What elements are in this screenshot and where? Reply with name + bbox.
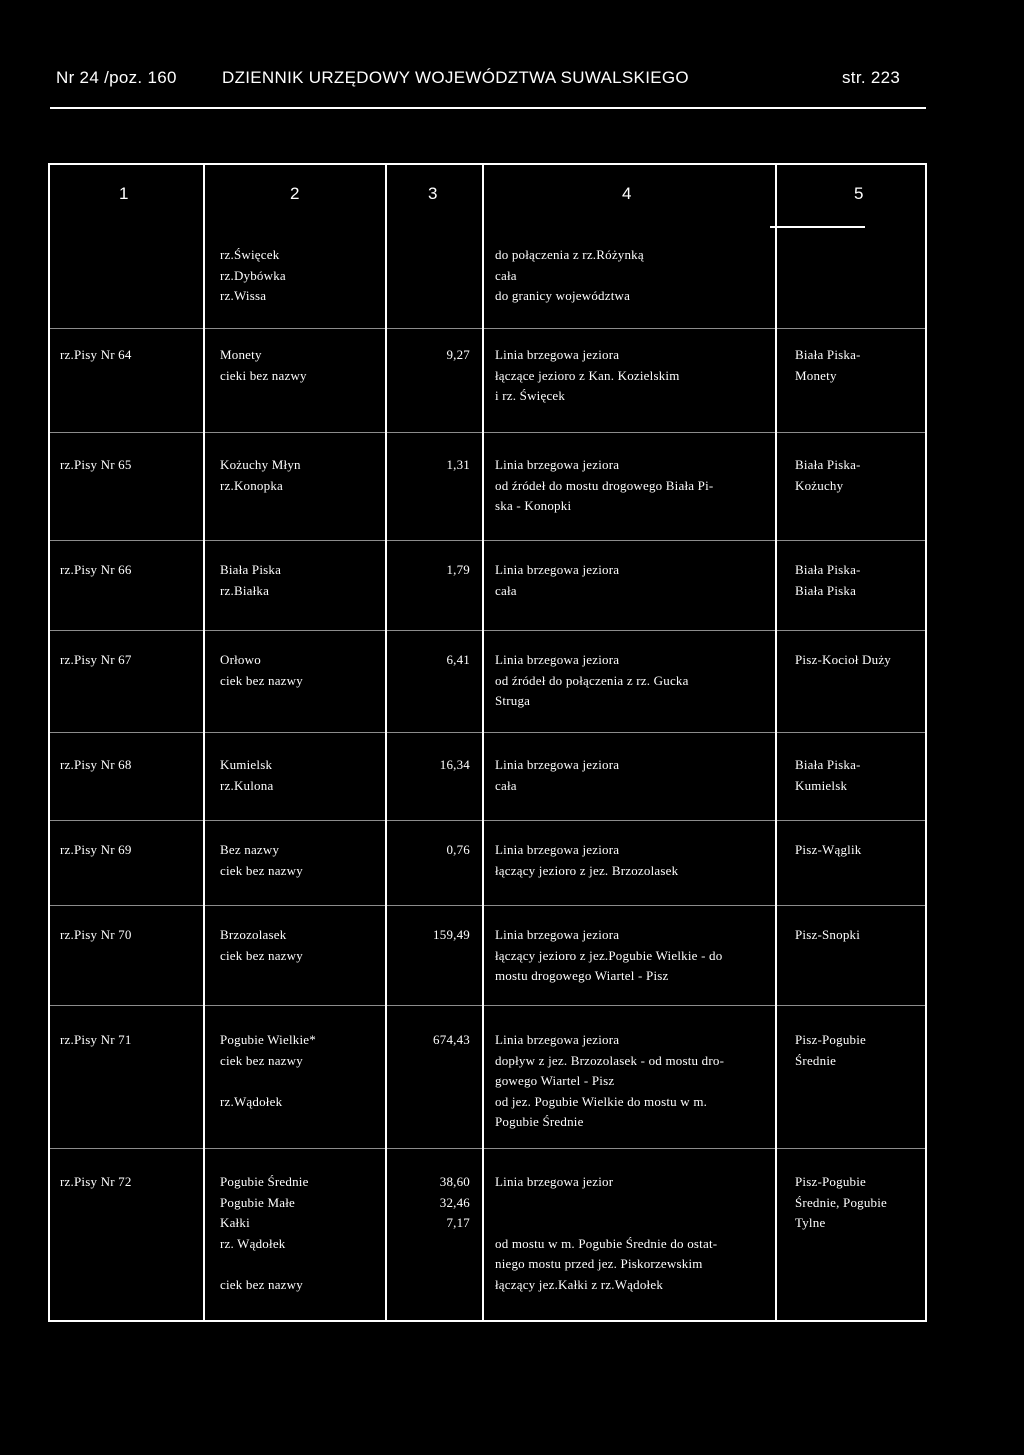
cell-col4-line: cała bbox=[495, 267, 517, 283]
cell-col2-line: Monety bbox=[220, 347, 262, 362]
cell-col3-value: 16,34 bbox=[439, 757, 470, 772]
table-bottom-border bbox=[48, 1320, 927, 1322]
cell-col2-line: Bez nazwy bbox=[220, 842, 280, 857]
column-header-4: 4 bbox=[622, 184, 632, 203]
cell-col4-line: Linia brzegowa jeziora bbox=[495, 347, 620, 362]
cell-col4-line: Struga bbox=[495, 693, 531, 708]
cell-col5-line: Biała Piska- bbox=[795, 457, 861, 472]
row-separator bbox=[48, 328, 925, 329]
cell-col3-value: 0,76 bbox=[446, 842, 470, 857]
cell-col5-line: Średnie, Pogubie bbox=[795, 1194, 888, 1210]
cell-col1-line: rz.Pisy Nr 72 bbox=[60, 1174, 132, 1189]
row-separator bbox=[48, 540, 925, 541]
row-separator bbox=[48, 1148, 925, 1149]
cell-col2-line: Kożuchy Młyn bbox=[220, 457, 301, 472]
cell-col5-line: Pisz-Wąglik bbox=[795, 842, 862, 857]
cell-col2-line: Pogubie Średnie bbox=[220, 1174, 309, 1189]
cell-col4-line: Linia brzegowa jeziora bbox=[495, 457, 620, 472]
cell-col5-line: Kumielsk bbox=[795, 777, 848, 793]
cell-col1-line: rz.Pisy Nr 70 bbox=[60, 927, 132, 942]
cell-col5-line: Biała Piska- bbox=[795, 757, 861, 772]
cell-col2-line: rz.Wissa bbox=[220, 288, 267, 303]
column-line-2 bbox=[385, 163, 387, 1320]
cell-col2-line: ciek bez nazwy bbox=[220, 862, 303, 878]
cell-col4-line: łączące jezioro z Kan. Kozielskim bbox=[495, 367, 680, 383]
page-number: str. 223 bbox=[842, 68, 901, 87]
cell-col2-line: Brzozolasek bbox=[220, 927, 287, 942]
cell-col4-line: od jez. Pogubie Wielkie do mostu w m. bbox=[495, 1093, 708, 1109]
cell-col5-line: Biała Piska bbox=[795, 582, 857, 598]
cell-col2-line: Orłowo bbox=[220, 652, 261, 667]
cell-col5-line: Tylne bbox=[795, 1215, 826, 1230]
column-header-3: 3 bbox=[428, 184, 438, 203]
cell-col1-line: rz.Pisy Nr 64 bbox=[60, 347, 132, 362]
cell-col1-line: rz.Pisy Nr 66 bbox=[60, 562, 132, 577]
cell-col2-line: rz. Wądołek bbox=[220, 1235, 286, 1251]
cell-col4-line: cała bbox=[495, 777, 517, 793]
cell-col5-line: Biała Piska- bbox=[795, 347, 861, 362]
cell-col3-value: 1,79 bbox=[446, 562, 470, 577]
cell-col5-line: Średnie bbox=[795, 1052, 837, 1068]
cell-col4-line: niego mostu przed jez. Piskorzewskim bbox=[495, 1256, 703, 1271]
column-line-4 bbox=[775, 163, 777, 1320]
page-header bbox=[0, 60, 1024, 100]
cell-col4-line: łączący jez.Kałki z rz.Wądołek bbox=[495, 1276, 664, 1292]
cell-col4-line: Linia brzegowa jeziora bbox=[495, 757, 620, 772]
cell-col3-value: 32,46 bbox=[439, 1194, 470, 1210]
column-header-5: 5 bbox=[854, 184, 864, 203]
cell-col2-line: cieki bez nazwy bbox=[220, 367, 307, 383]
header-underline bbox=[770, 226, 865, 228]
column-header-2: 2 bbox=[290, 184, 300, 203]
column-line-5 bbox=[925, 163, 927, 1320]
cell-col4-line: od źródeł do mostu drogowego Biała Pi- bbox=[495, 477, 714, 493]
cell-col3-value: 6,41 bbox=[446, 652, 470, 667]
cell-col3-value: 674,43 bbox=[433, 1032, 470, 1047]
cell-col2-line: ciek bez nazwy bbox=[220, 1276, 303, 1292]
cell-col2-line: rz.Kulona bbox=[220, 777, 274, 793]
cell-col3-value: 38,60 bbox=[439, 1174, 470, 1189]
header-rule bbox=[50, 107, 926, 109]
cell-col1-line: rz.Pisy Nr 67 bbox=[60, 652, 132, 667]
cell-col5-line: Pisz-Snopki bbox=[795, 927, 861, 942]
cell-col4-line: Linia brzegowa jeziora bbox=[495, 842, 620, 857]
cell-col5-line: Kożuchy bbox=[795, 477, 844, 493]
cell-col4-line: Linia brzegowa jeziora bbox=[495, 927, 620, 942]
cell-col4-line: dopływ z jez. Brzozolasek - od mostu dro- bbox=[495, 1052, 725, 1068]
cell-col3-value: 9,27 bbox=[446, 347, 470, 362]
cell-col4-line: gowego Wiartel - Pisz bbox=[495, 1073, 615, 1088]
cell-col2-line: Pogubie Wielkie* bbox=[220, 1032, 316, 1047]
cell-col2-line: Kałki bbox=[220, 1215, 250, 1230]
cell-col4-line: łączący jezioro z jez. Brzozolasek bbox=[495, 862, 679, 878]
cell-col4-line: Linia brzegowa jezior bbox=[495, 1174, 614, 1189]
cell-col2-line: rz.Białka bbox=[220, 582, 270, 598]
journal-title: DZIENNIK URZĘDOWY WOJEWÓDZTWA SUWALSKIEGO bbox=[222, 68, 689, 87]
cell-col4-line: i rz. Święcek bbox=[495, 388, 566, 403]
cell-col2-line: ciek bez nazwy bbox=[220, 947, 303, 963]
cell-col4-line: Pogubie Średnie bbox=[495, 1114, 584, 1129]
issue-number: Nr 24 /poz. 160 bbox=[56, 68, 177, 87]
column-line-0 bbox=[48, 163, 50, 1320]
column-line-1 bbox=[203, 163, 205, 1320]
cell-col3-value: 159,49 bbox=[433, 927, 470, 942]
cell-col4-line: łączący jezioro z jez.Pogubie Wielkie - do bbox=[495, 947, 723, 963]
cell-col1-line: rz.Pisy Nr 71 bbox=[60, 1032, 132, 1047]
row-separator bbox=[48, 732, 925, 733]
cell-col4-line: od mostu w m. Pogubie Średnie do ostat- bbox=[495, 1235, 718, 1251]
table-top-border bbox=[48, 163, 925, 165]
cell-col2-line: rz.Dybówka bbox=[220, 267, 286, 283]
cell-col2-line: rz.Święcek bbox=[220, 247, 280, 262]
row-separator bbox=[48, 630, 925, 631]
cell-col2-line: Biała Piska bbox=[220, 562, 282, 577]
cell-col1-line: rz.Pisy Nr 65 bbox=[60, 457, 132, 472]
cell-col1-line: rz.Pisy Nr 68 bbox=[60, 757, 132, 772]
cell-col5-line: Monety bbox=[795, 367, 837, 383]
cell-col5-line: Pisz-Pogubie bbox=[795, 1174, 867, 1189]
cell-col4-line: Linia brzegowa jeziora bbox=[495, 562, 620, 577]
cell-col4-line: cała bbox=[495, 582, 517, 598]
cell-col5-line: Pisz-Pogubie bbox=[795, 1032, 867, 1047]
cell-col2-line: Pogubie Małe bbox=[220, 1194, 295, 1210]
cell-col4-line: od źródeł do połączenia z rz. Gucka bbox=[495, 672, 689, 688]
column-line-3 bbox=[482, 163, 484, 1320]
cell-col2-line: rz.Wądołek bbox=[220, 1093, 283, 1109]
row-separator bbox=[48, 1005, 925, 1006]
cell-col4-line: ska - Konopki bbox=[495, 498, 572, 513]
cell-col3-value: 7,17 bbox=[446, 1215, 470, 1230]
cell-col2-line: ciek bez nazwy bbox=[220, 672, 303, 688]
cell-col2-line: Kumielsk bbox=[220, 757, 273, 772]
row-separator bbox=[48, 820, 925, 821]
cell-col2-line: ciek bez nazwy bbox=[220, 1052, 303, 1068]
cell-col4-line: do połączenia z rz.Różynką bbox=[495, 247, 644, 262]
cell-col1-line: rz.Pisy Nr 69 bbox=[60, 842, 132, 857]
cell-col3-value: 1,31 bbox=[446, 457, 470, 472]
cell-col5-line: Pisz-Kocioł Duży bbox=[795, 652, 891, 667]
cell-col4-line: Linia brzegowa jeziora bbox=[495, 652, 620, 667]
cell-col5-line: Biała Piska- bbox=[795, 562, 861, 577]
column-header-1: 1 bbox=[119, 184, 129, 203]
cell-col4-line: do granicy województwa bbox=[495, 288, 631, 303]
row-separator bbox=[48, 432, 925, 433]
cell-col4-line: Linia brzegowa jeziora bbox=[495, 1032, 620, 1047]
row-separator bbox=[48, 905, 925, 906]
cell-col4-line: mostu drogowego Wiartel - Pisz bbox=[495, 968, 669, 983]
cell-col2-line: rz.Konopka bbox=[220, 477, 284, 493]
